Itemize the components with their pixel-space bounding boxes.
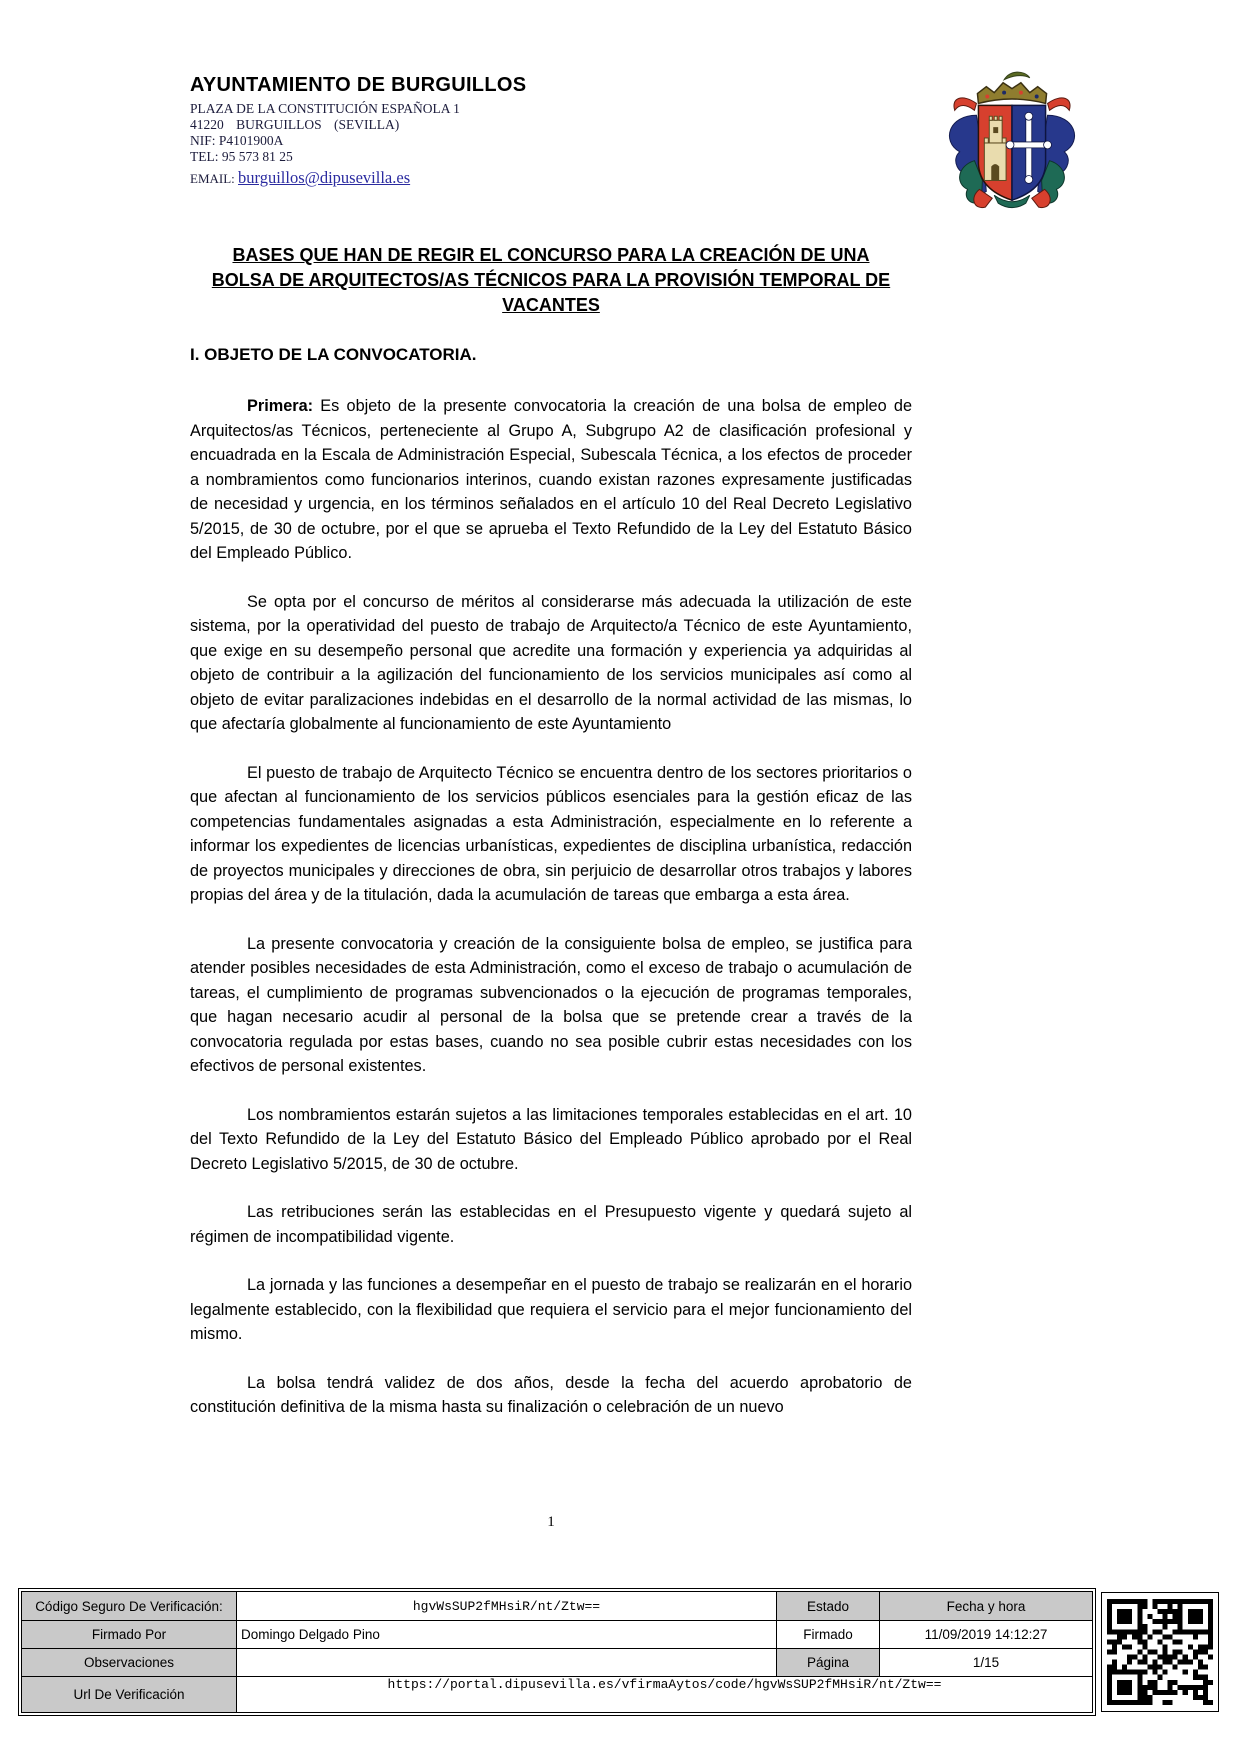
email-line [190, 168, 526, 188]
page-number: 1 [547, 1514, 555, 1530]
address-block [190, 101, 526, 165]
estado-value: Firmado [777, 1621, 880, 1649]
url-value: https://portal.dipusevilla.es/vfirmaAytos/code/hgvWsSUP2fMHsiR/nt/Ztw== [237, 1677, 1093, 1713]
estado-label: Estado [777, 1592, 880, 1621]
csv-value: hgvWsSUP2fMHsiR/nt/Ztw== [237, 1592, 777, 1621]
paragraph [190, 1273, 912, 1347]
paragraph [190, 761, 912, 908]
document-title-line: VACANTES [502, 295, 600, 315]
qr-code [1101, 1592, 1219, 1712]
paragraph-text: El puesto de trabajo de Arquitecto Técnico se encuentra dentro de los sectores prioritarios o que afectan al funcionamiento de los servicios públicos esenciales para la gestión eficaz de las competencias fundamentales asignadas a esta Administración, especialmente en lo referente a informar los expedientes de licencias urbanísticas, expedientes de disciplina urbanística, redacción de proyectos municipales y direcciones de obra, sin perjuicio de desarrollar otros trabajos y labores propias del área y de la titulación, dada la acumulación de tareas que embarga a esta área. [190, 763, 912, 904]
tel-line: TEL: 95 573 81 25 [190, 149, 293, 164]
verification-table [21, 1591, 1093, 1713]
paragraph-text: La jornada y las funciones a desempeñar en el puesto de trabajo se realizarán en el horario legalmente establecido, con la flexibilidad que requiera el servicio para el mejor funcionamiento del mismo. [190, 1276, 912, 1343]
paragraph-text: La presente convocatoria y creación de la consiguiente bolsa de empleo, se justifica para atender posibles necesidades de esta Administración, como el exceso de trabajo o acumulación de tareas, el cumplimiento de programas subvencionados o la ejecución de programas temporales, que hagan necesario acudir al personal de la bolsa que se pretende crear a través de la convocatoria regulada por estas bases, cuando no sea posible cubrir estas necesidades con los efectivos de personal existentes. [190, 934, 912, 1075]
section-heading: I. OBJETO DE LA CONVOCATORIA. [190, 345, 477, 364]
pagina-value: 1/15 [880, 1649, 1093, 1677]
document-body [190, 243, 912, 1436]
firmado-por-label: Firmado Por [22, 1621, 237, 1649]
paragraph-text: Se opta por el concurso de méritos al considerarse más adecuada la utilización de este sistema, por la operatividad del puesto de trabajo de Arquitecto/a Técnico de este Ayuntamiento, que exige en su desempeño personal que acredite una formación y experiencia ya adquiridas al objeto de contribuir a la agilización del funcionamiento de los servicios municipales así como al objeto de evitar paralizaciones indebidas en el desarrollo de la normal actividad de las mismas, lo que afectaría globalmente al funcionamiento de este Ayuntamiento [190, 592, 912, 733]
email-label: EMAIL: [190, 171, 235, 186]
paragraph [190, 932, 912, 1079]
paragraph [190, 1371, 912, 1420]
document-title-line: BOLSA DE ARQUITECTOS/AS TÉCNICOS PARA LA PROVISIÓN TEMPORAL DE [211, 270, 891, 290]
coat-of-arms [933, 62, 1091, 214]
org-name: AYUNTAMIENTO DE BURGUILLOS [190, 74, 527, 96]
fecha-hora-value: 11/09/2019 14:12:27 [880, 1621, 1093, 1649]
csv-label: Código Seguro De Verificación: [22, 1592, 237, 1621]
address-line-1: PLAZA DE LA CONSTITUCIÓN ESPAÑOLA 1 [190, 101, 460, 116]
paragraph [190, 1200, 912, 1249]
url-label: Url De Verificación [22, 1677, 237, 1713]
paragraph [190, 590, 912, 737]
firmado-por-value: Domingo Delgado Pino [237, 1621, 777, 1649]
paragraph-lead: Primera: [247, 397, 314, 415]
nif-line: NIF: P4101900A [190, 133, 284, 148]
document-title [190, 243, 912, 318]
verification-footer [18, 1588, 1096, 1716]
paragraph-text: La bolsa tendrá validez de dos años, desde la fecha del acuerdo aprobatorio de constitución definitiva de la misma hasta su finalización o celebración de un nuevo [190, 1373, 912, 1416]
paragraph [190, 1103, 912, 1177]
paragraph-text: Es objeto de la presente convocatoria la creación de una bolsa de empleo de Arquitectos/as Técnicos, perteneciente al Grupo A, Subgrupo A2 de clasificación profesional y encuadrada en la Escala de Administración Especial, Subescala Técnica, a los efectos de proceder a nombramientos como funcionarios interinos, cuando existan razones expresamente justificadas de necesidad y urgencia, en los términos señalados en el artículo 10 del Real Decreto Legislativo 5/2015, de 30 de octubre, por el que se aprueba el Texto Refundido de la Ley del Estatuto Básico del Empleado Público. [190, 397, 912, 562]
email-link[interactable]: burguillos@dipusevilla.es [238, 168, 411, 187]
document-title-line: BASES QUE HAN DE REGIR EL CONCURSO PARA LA CREACIÓN DE UNA [232, 245, 870, 265]
fecha-hora-label: Fecha y hora [880, 1592, 1093, 1621]
coat-of-arms-icon [933, 62, 1091, 214]
pagina-label: Página [777, 1649, 880, 1677]
paragraph [190, 394, 912, 566]
observaciones-label: Observaciones [22, 1649, 237, 1677]
address-line-2: 41220 BURGUILLOS (SEVILLA) [190, 117, 400, 132]
observaciones-value [237, 1649, 777, 1677]
paragraph-text: Las retribuciones serán las establecidas en el Presupuesto vigente y quedará sujeto al régimen de incompatibilidad vigente. [190, 1203, 912, 1246]
letterhead [190, 74, 526, 188]
paragraph-text: Los nombramientos estarán sujetos a las limitaciones temporales establecidas en el art. 10 del Texto Refundido de la Ley del Estatuto Básico del Empleado Público aprobado por el Real Decreto Legislativo 5/2015, de 30 de octubre. [190, 1105, 912, 1173]
